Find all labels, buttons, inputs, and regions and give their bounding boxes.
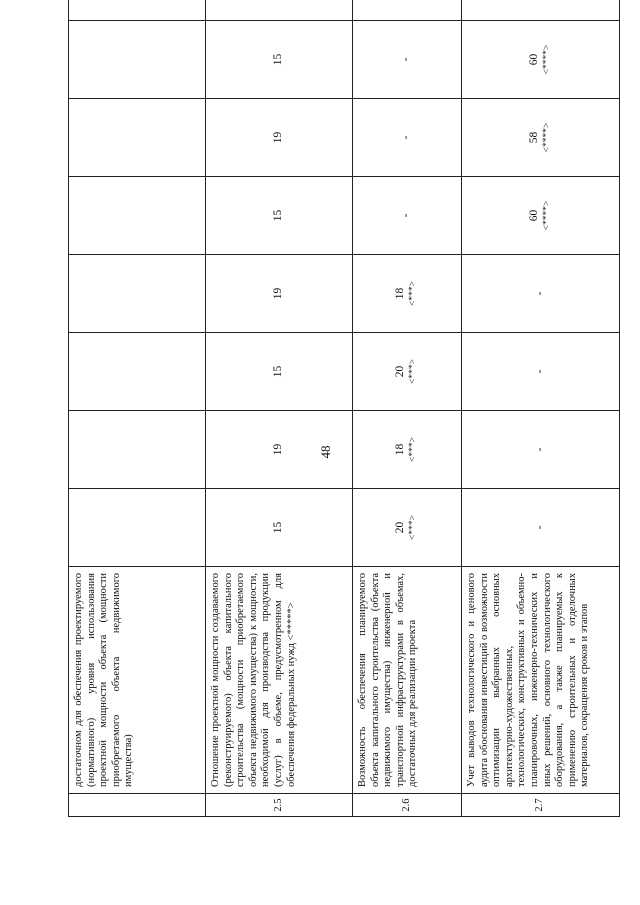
score-value: 18: [394, 287, 407, 300]
score-cell: [206, 489, 353, 567]
score-cell: [462, 21, 620, 99]
score-value: -: [533, 447, 546, 452]
score-cell: [69, 333, 206, 411]
score-cell: [353, 21, 462, 99]
score-cell: [353, 489, 462, 567]
score-cell: [206, 255, 353, 333]
footnote-marker: <****>: [541, 44, 552, 75]
footnote-marker: [542, 0, 553, 16]
criterion-description: Отношение проектной мощности создаваемого (реконструируемого) объекта капитального строительства (мощности приобретаемого объекта недвижимого имущества) к мощности, необходимой для производства продукции (услуг) в объеме, предусмотренном для обеспечения федеральных нужд <*****>: [206, 567, 353, 794]
score-value: 60: [527, 209, 540, 222]
score-cell: [206, 177, 353, 255]
score-value: -: [533, 525, 546, 530]
score-value: 60: [527, 53, 540, 66]
score-cell: [462, 177, 620, 255]
score-value: 20: [394, 521, 407, 534]
score-value: 15: [272, 209, 285, 222]
score-cell: [353, 411, 462, 489]
score-value: 19: [272, 287, 285, 300]
score-value: 19: [272, 131, 285, 144]
score-value: -: [400, 57, 413, 62]
score-cell: [462, 0, 620, 21]
score-cell: [69, 99, 206, 177]
score-cell: [69, 0, 206, 21]
score-cell: [353, 0, 462, 21]
criterion-description: Возможность обеспечения планируемого объекта капитального строительства (объекта недвижимого имущества) инженерной и транспортной инфраструктурами в объемах, достаточных для реализации проекта: [353, 567, 462, 794]
score-cell: [353, 255, 462, 333]
table-row: [206, 0, 353, 817]
footnote-marker: <***>: [408, 437, 419, 462]
score-cell: [206, 333, 353, 411]
footnote-marker: <***>: [408, 359, 419, 384]
rotated-table-container: [68, 29, 591, 817]
score-value: -: [400, 135, 413, 140]
score-cell: [353, 99, 462, 177]
score-value: 19: [272, 443, 285, 456]
footnote-marker: <****>: [541, 122, 552, 153]
score-cell: [69, 411, 206, 489]
footnote-marker: <****>: [541, 200, 552, 231]
page-number: 48: [318, 445, 333, 459]
score-cell: [206, 21, 353, 99]
score-value: 20: [394, 365, 407, 378]
score-cell: [462, 489, 620, 567]
row-number: 2.6: [353, 794, 462, 817]
score-cell: [462, 99, 620, 177]
score-cell: [69, 489, 206, 567]
table-row: [462, 0, 620, 817]
criterion-description: Учет выводов технологического и ценового аудита обоснования инвестиций о возможности оптимизации выбранных основных архитектурно-художественных, технологических, конструктивных и объемно-планировочных, инженерно-технических и иных решений, основного технологического оборудования, а также планируемых к применению строительных и отделочных материалов, сокращения сроков и этапов: [462, 567, 620, 794]
row-number: [69, 794, 206, 817]
score-cell: [69, 177, 206, 255]
score-value: 18: [394, 443, 407, 456]
row-number: 2.5: [206, 794, 353, 817]
score-value: 15: [272, 53, 285, 66]
score-value: 15: [272, 521, 285, 534]
criterion-description: достаточном для обеспечения проектируемого (нормативного) уровня использования проектной мощности объекта (мощности приобретаемого объекта недвижимого имущества): [69, 567, 206, 794]
footnote-marker: <***>: [408, 281, 419, 306]
score-cell: [353, 333, 462, 411]
score-value: -: [400, 213, 413, 218]
score-cell: [206, 0, 353, 21]
score-cell: [206, 411, 353, 489]
score-cell: [206, 99, 353, 177]
score-cell: [462, 255, 620, 333]
table-row: [353, 0, 462, 817]
footnote-marker: <***>: [408, 515, 419, 540]
score-value: 15: [272, 365, 285, 378]
score-cell: [462, 411, 620, 489]
score-value: -: [533, 291, 546, 296]
score-cell: [462, 333, 620, 411]
score-cell: [353, 177, 462, 255]
row-number: 2.7: [462, 794, 620, 817]
score-value: -: [533, 369, 546, 374]
score-cell: [69, 255, 206, 333]
table-row: [69, 0, 206, 817]
score-cell: [69, 21, 206, 99]
criteria-table: [68, 0, 620, 817]
score-value: 58: [527, 131, 540, 144]
